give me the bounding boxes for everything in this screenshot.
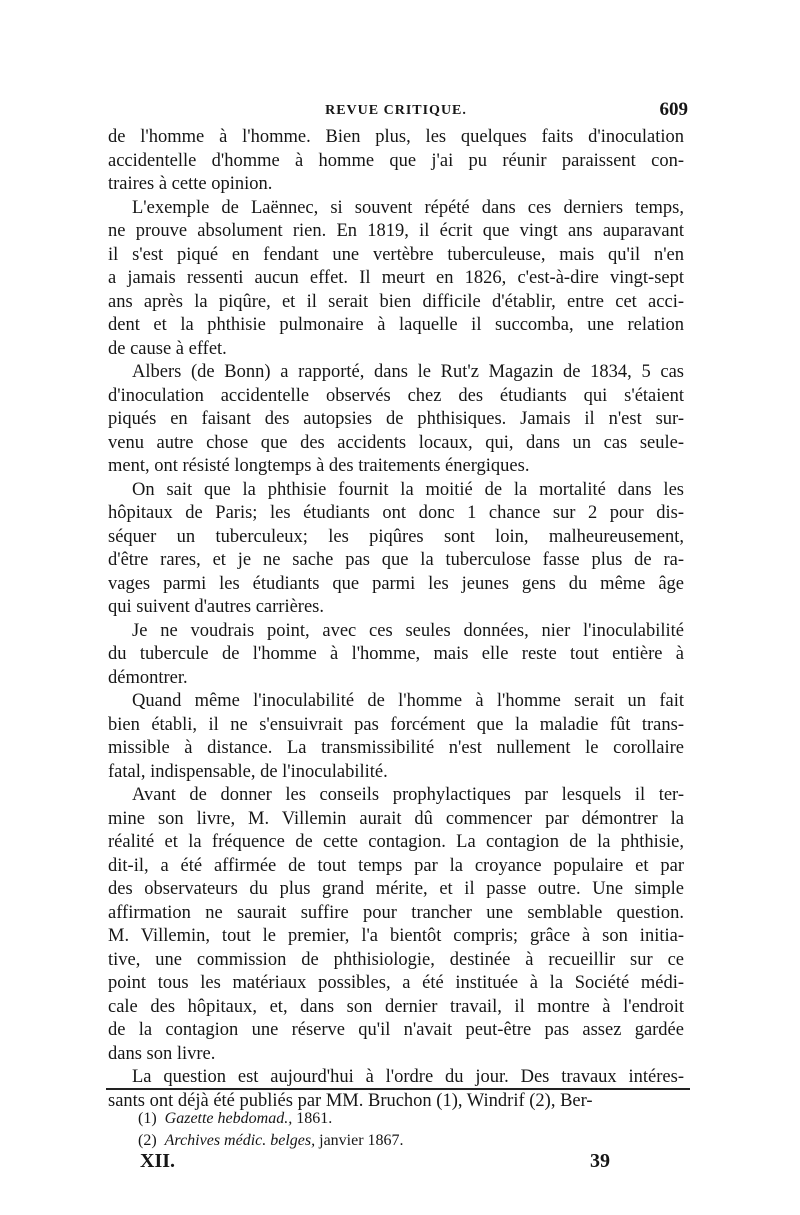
signature-row [140, 1150, 610, 1180]
footnote-divider [106, 1088, 690, 1090]
text-line: ne prouve absolument rien. En 1819, il écrit que vingt ans auparavant [108, 221, 684, 241]
footnotes [138, 1108, 698, 1152]
volume-mark: XII. [140, 1150, 176, 1172]
text-line: de cause à effet. [108, 338, 227, 359]
text-line: réalité et la fréquence de cette contagion. La contagion de la phthisie, [108, 832, 684, 852]
text-line: On sait que la phthisie fournit la moitié de la mortalité dans les [132, 479, 684, 500]
running-head [108, 99, 688, 125]
footnote [138, 1108, 698, 1130]
text-line: séquer un tuberculeux; les piqûres sont loin, malheureusement, [108, 526, 684, 547]
text-line: vages parmi les étudiants que parmi les jeunes gens du même âge [108, 573, 684, 594]
paragraph [108, 690, 684, 784]
text-line: L'exemple de Laënnec, si souvent répété dans ces derniers temps, [132, 197, 684, 218]
running-title: REVUE CRITIQUE. [325, 103, 467, 118]
text-line: cale des hôpitaux, et, dans son dernier travail, il montre à l'endroit [108, 996, 684, 1017]
footnote-source-title: Gazette hebdomad., [164, 1110, 293, 1127]
text-line: il s'est piqué en fendant une vertèbre tuberculeuse, mais qu'il n'en [108, 244, 684, 265]
text-line: dent et la phthisie pulmonaire à laquelle il succomba, une relation [108, 315, 684, 335]
text-line: accidentelle d'homme à homme que j'ai pu réunir paraissent con- [108, 150, 684, 171]
text-line: tive, une commission de phthisiologie, destinée à recueillir sur ce [108, 949, 684, 970]
text-line: a jamais ressenti aucun effet. Il meurt en 1826, c'est-à-dire vingt-sept [108, 268, 684, 288]
footnote-source-title: Archives médic. belges, [164, 1132, 316, 1149]
text-line: démontrer. [108, 667, 188, 688]
text-line: ans après la piqûre, et il serait bien difficile d'établir, entre cet acci- [108, 291, 684, 312]
text-line: Albers (de Bonn) a rapporté, dans le Rut'z Magazin de 1834, 5 cas [132, 362, 684, 382]
text-line: dans son livre. [108, 1043, 216, 1064]
paragraph [108, 361, 684, 479]
text-line: d'être rares, et je ne sache pas que la tuberculose fasse plus de ra- [108, 550, 684, 570]
text-line: dit-il, a été affirmée de tout temps par la croyance populaire et par [108, 855, 684, 876]
text-line: Je ne voudrais point, avec ces seules données, nier l'inoculabilité [132, 620, 684, 641]
text-line: des observateurs du plus grand mérite, et il passe outre. Une simple [108, 879, 684, 899]
text-line: de l'homme à l'homme. Bien plus, les quelques faits d'inoculation [108, 127, 684, 147]
text-line: d'inoculation accidentelle observés chez des étudiants qui s'étaient [108, 385, 684, 406]
text-line: M. Villemin, tout le premier, l'a bientôt compris; grâce à son initia- [108, 926, 684, 946]
text-line: qui suivent d'autres carrières. [108, 597, 325, 617]
text-line: missible à distance. La transmissibilité n'est nullement le corollaire [108, 738, 684, 758]
paragraph [108, 197, 684, 362]
text-line: piqués en faisant des autopsies de phthisiques. Jamais il n'est sur- [108, 409, 684, 429]
sheet-signature: 39 [590, 1150, 610, 1172]
text-line: de la contagion une réserve qu'il n'avait peut-être pas assez gardée [108, 1020, 684, 1040]
text-line: point tous les matériaux possibles, a été instituée à la Société médi- [108, 973, 684, 993]
paragraph [108, 479, 684, 620]
paragraph [108, 784, 684, 1066]
paragraph [108, 126, 684, 197]
text-line: Quand même l'inoculabilité de l'homme à l'homme serait un fait [132, 691, 684, 711]
text-line: fatal, indispensable, de l'inoculabilité. [108, 761, 388, 782]
body-text [108, 126, 684, 1113]
paragraph [108, 620, 684, 691]
footnote-detail: janvier 1867. [319, 1132, 404, 1149]
text-line: bien établi, il ne s'ensuivrait pas forcément que la maladie fût trans- [108, 714, 684, 735]
text-line: affirmation ne saurait suffire pour trancher une semblable question. [108, 902, 684, 923]
text-line: ment, ont résisté longtemps à des traitements énergiques. [108, 456, 530, 476]
text-line: mine son livre, M. Villemin aurait dû commencer par démontrer la [108, 808, 684, 829]
text-line: Avant de donner les conseils prophylactiques par lesquels il ter- [132, 785, 684, 805]
footnote-detail: 1861. [296, 1110, 333, 1127]
footnote [138, 1130, 698, 1152]
text-line: traires à cette opinion. [108, 174, 273, 194]
text-line: hôpitaux de Paris; les étudiants ont donc 1 chance sur 2 pour dis- [108, 503, 684, 523]
text-line: du tubercule de l'homme à l'homme, mais elle reste tout entière à [108, 644, 684, 664]
text-line: venu autre chose que des accidents locaux, qui, dans un cas seule- [108, 432, 684, 453]
text-line: La question est aujourd'hui à l'ordre du jour. Des travaux intéres- [132, 1067, 684, 1087]
footnote-mark: (2) [138, 1132, 157, 1149]
page-number: 609 [659, 99, 688, 120]
footnote-mark: (1) [138, 1110, 157, 1127]
text-line: sants ont déjà été publiés par MM. Bruchon (1), Windrif (2), Ber- [108, 1090, 593, 1111]
